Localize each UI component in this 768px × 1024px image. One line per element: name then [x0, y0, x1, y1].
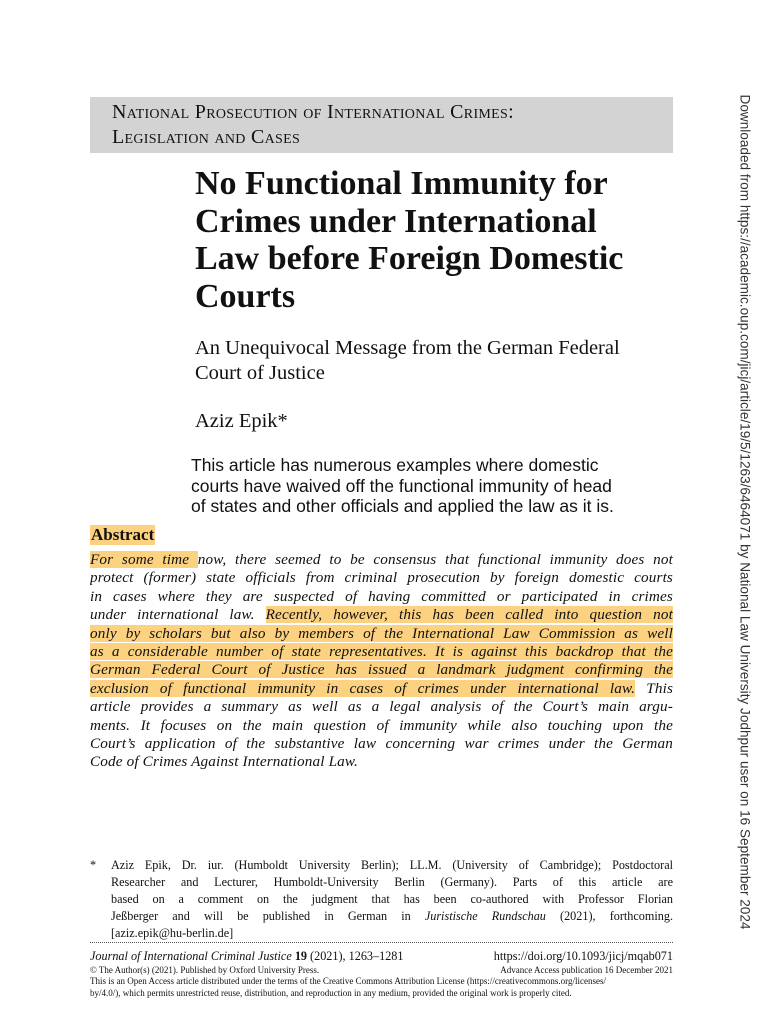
abstract-line: protect (former) state officials from criminal prosecution by foreign domestic courts	[90, 569, 673, 587]
dotted-divider	[90, 942, 673, 943]
publication-meta	[90, 964, 673, 976]
abstract-line	[90, 551, 673, 569]
footnote-journal-title: Juristische Rundschau	[424, 909, 546, 923]
title-line: Crimes under International	[195, 202, 597, 240]
highlighted-text: exclusion of functional immunity in cases of crimes under international law.	[90, 679, 636, 697]
abstract-body	[90, 551, 673, 772]
section-banner-line-2: Legislation and Cases	[112, 126, 301, 148]
abstract-line: article provides a summary as well as a legal analysis of the Court’s main argu-	[90, 698, 673, 716]
author-name: Aziz Epik*	[195, 410, 288, 432]
footnote-line: based on a comment on the judgment that has been co-authored with Professor Florian	[111, 892, 673, 906]
download-watermark-text: Downloaded from https://academic.oup.com/jicj/article/19/5/1263/6464071 by National Law University Jodhpur user on 16 September 2024	[737, 94, 753, 930]
footnote-email[interactable]: [aziz.epik@hu-berlin.de]	[111, 926, 234, 940]
journal-citation	[90, 948, 673, 965]
abstract-heading: Abstract	[91, 525, 155, 544]
highlighted-text: German Federal Court of Justice has issued a landmark judgment confirming the	[90, 661, 673, 679]
abstract-line	[90, 625, 673, 643]
abstract-text: This	[635, 679, 673, 697]
license-notice	[90, 976, 673, 999]
abstract-text: now, there seemed to be consensus that functional immunity does not	[197, 551, 673, 568]
title-line: No Functional Immunity for	[195, 165, 608, 202]
annotation-line: courts have waived off the functional immunity of head	[191, 475, 612, 496]
article-title	[195, 165, 680, 315]
abstract-line: in cases where they are suspected of having committed or participated in crimes	[90, 587, 673, 605]
section-banner	[90, 97, 673, 153]
footnote-text: Jeßberger and will be published in German in	[111, 909, 425, 923]
footnote-line: Aziz Epik, Dr. iur. (Humboldt University Berlin); LL.M. (University of Cambridge); Postdoctoral	[111, 858, 673, 872]
annotation-line: of states and other officials and applied the law as it is.	[191, 496, 614, 516]
subtitle-line: An Unequivocal Message from the German Federal	[195, 337, 620, 359]
footnote-line: Researcher and Lecturer, Humboldt-University Berlin (Germany). Parts of this article are	[111, 875, 673, 889]
footnote-text: (2021), forthcoming.	[545, 909, 673, 923]
license-line: by/4.0/), which permits unrestricted reuse, distribution, and reproduction in any medium, provided the original work is properly cited.	[90, 987, 572, 998]
abstract-line: ments. It focuses on the main question of immunity while also touching upon the	[90, 716, 673, 734]
reader-annotation	[191, 455, 676, 517]
copyright-notice: © The Author(s) (2021). Published by Oxford University Press.	[90, 965, 320, 975]
title-line: Courts	[195, 277, 296, 315]
abstract-line	[90, 661, 673, 679]
abstract-text: under international law.	[90, 606, 266, 624]
abstract-line	[90, 606, 673, 624]
footnote-line	[111, 908, 673, 925]
footnote-body	[111, 857, 673, 942]
highlighted-text: Recently, however, this has been called into question not	[265, 606, 673, 624]
advance-access-date: Advance Access publication 16 December 2021	[500, 965, 673, 975]
license-line: This is an Open Access article distributed under the terms of the Creative Commons Attribution License (https://creativecommons.org/licenses/	[90, 976, 606, 986]
highlighted-text: as a considerable number of state representatives. It is against this backdrop that the	[90, 643, 673, 661]
abstract-line	[90, 680, 673, 698]
author-footnote	[90, 857, 673, 942]
doi-link[interactable]: https://doi.org/10.1093/jicj/mqab071	[493, 949, 673, 963]
subtitle-line: Court of Justice	[195, 362, 325, 384]
abstract-line: Code of Crimes Against International Law.	[90, 753, 359, 771]
journal-name: Journal of International Criminal Justice	[90, 949, 292, 963]
highlighted-text: only by scholars but also by members of the International Law Commission as well	[90, 624, 673, 642]
journal-volume: 19	[294, 949, 307, 963]
footnote-marker: *	[90, 858, 97, 872]
abstract-line	[90, 643, 673, 661]
highlighted-text: For some time	[90, 551, 198, 568]
journal-year-pages: (2021), 1263–1281	[307, 949, 404, 963]
title-line: Law before Foreign Domestic	[195, 240, 624, 277]
abstract-line: Court’s application of the substantive law concerning war crimes under the German	[90, 735, 673, 753]
section-banner-line-1: National Prosecution of International Crimes:	[112, 101, 514, 123]
annotation-line: This article has numerous examples where domestic	[191, 455, 599, 475]
article-subtitle	[195, 336, 680, 386]
